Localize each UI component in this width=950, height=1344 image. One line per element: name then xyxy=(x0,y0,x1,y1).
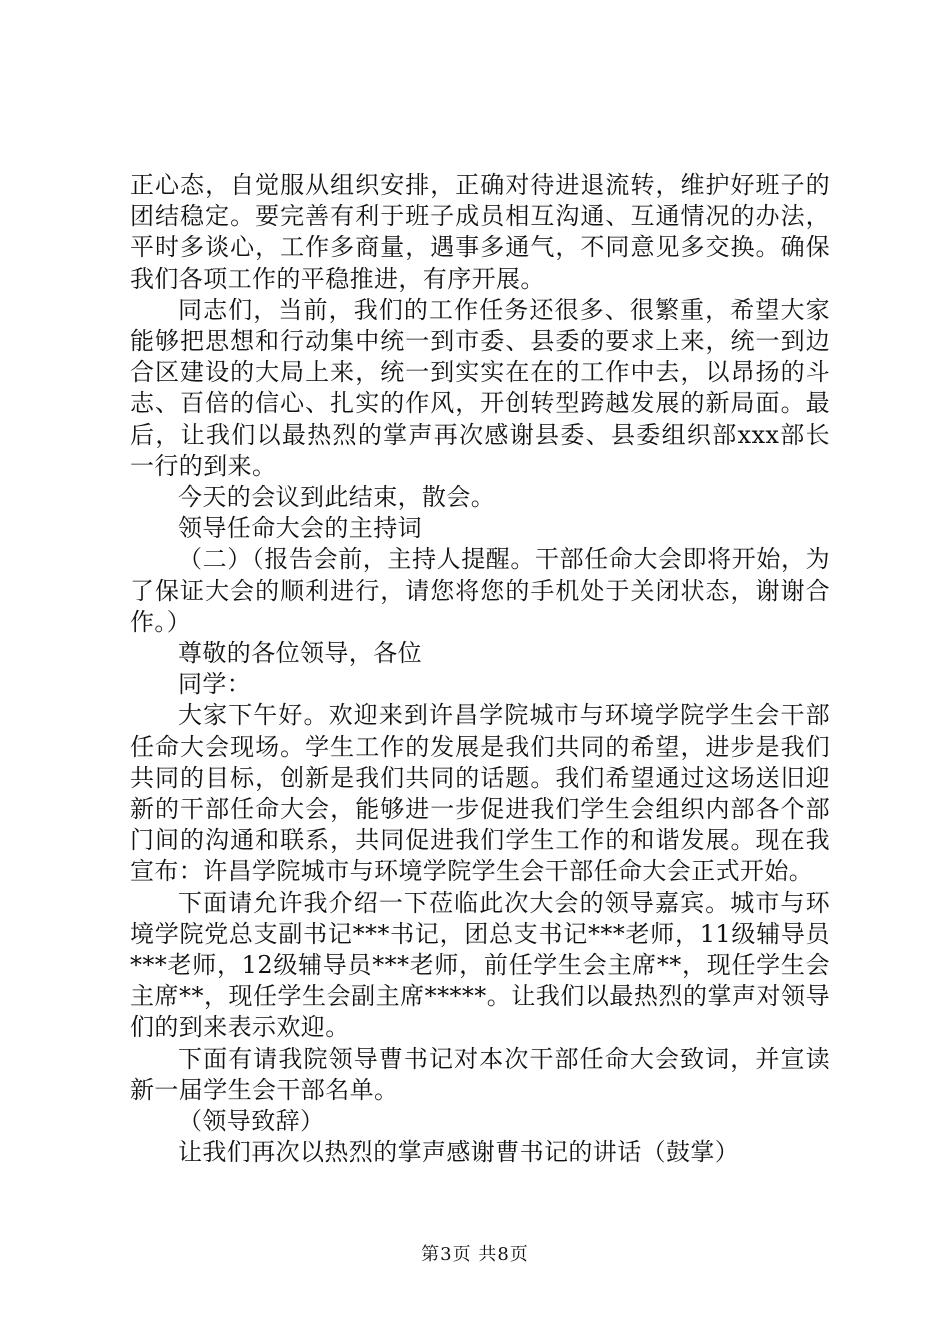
section-heading: 领导任命大会的主持词 xyxy=(178,514,422,543)
paragraph: （二）（报告会前，主持人提醒。干部任命大会即将开始，为了保证大会的顺利进行，请您将您的手机处于关闭状态，谢谢合作。） xyxy=(130,545,830,636)
paragraph: 尊敬的各位领导，各位 xyxy=(178,639,422,668)
paragraph: 正心态，自觉服从组织安排，正确对待进退流转，维护好班子的团结稳定。要完善有利于班子成员相互沟通、互通情况的办法，平时多谈心，工作多商量，遇事多通气，不同意见多交换。确保我们各项工作的平稳推进，有序开展。 xyxy=(130,171,830,293)
paragraph: 同志们，当前，我们的工作任务还很多、很繁重，希望大家能够把思想和行动集中统一到市委、县委的要求上来，统一到边合区建设的大局上来，统一到实实在在的工作中去，以昂扬的斗志、百倍的信心、扎实的作风，开创转型跨越发展的新局面。最后，让我们以最热烈的掌声再次感谢县委、县委组织部xxx部长一行的到来。 xyxy=(130,295,830,480)
paragraph: 下面有请我院领导曹书记对本次干部任命大会致词，并宣读新一届学生会干部名单。 xyxy=(130,1044,830,1104)
document-body xyxy=(130,170,830,1169)
page-number-footer: 第3页 共8页 xyxy=(421,1244,529,1265)
paragraph: 下面请允许我介绍一下莅临此次大会的领导嘉宾。城市与环境学院党总支副书记***书记，团总支书记***老师，11级辅导员***老师，12级辅导员***老师，前任学生会主席**，现任学生会主席**，现任学生会副主席*****。让我们以最热烈的掌声对领导们的到来表示欢迎。 xyxy=(130,888,830,1042)
paragraph: 今天的会议到此结束，散会。 xyxy=(178,483,496,512)
paragraph: 让我们再次以热烈的掌声感谢曹书记的讲话（鼓掌） xyxy=(178,1138,740,1167)
paragraph: （领导致辞） xyxy=(178,1107,325,1136)
paragraph: 大家下午好。欢迎来到许昌学院城市与环境学院学生会干部任命大会现场。学生工作的发展是我们共同的希望，进步是我们共同的目标，创新是我们共同的话题。我们希望通过这场送旧迎新的干部任命大会，能够进一步促进我们学生会组织内部各个部门间的沟通和联系，共同促进我们学生工作的和谐发展。现在我宣布：许昌学院城市与环境学院学生会干部任命大会正式开始。 xyxy=(130,701,830,886)
paragraph: 同学： xyxy=(178,670,252,699)
